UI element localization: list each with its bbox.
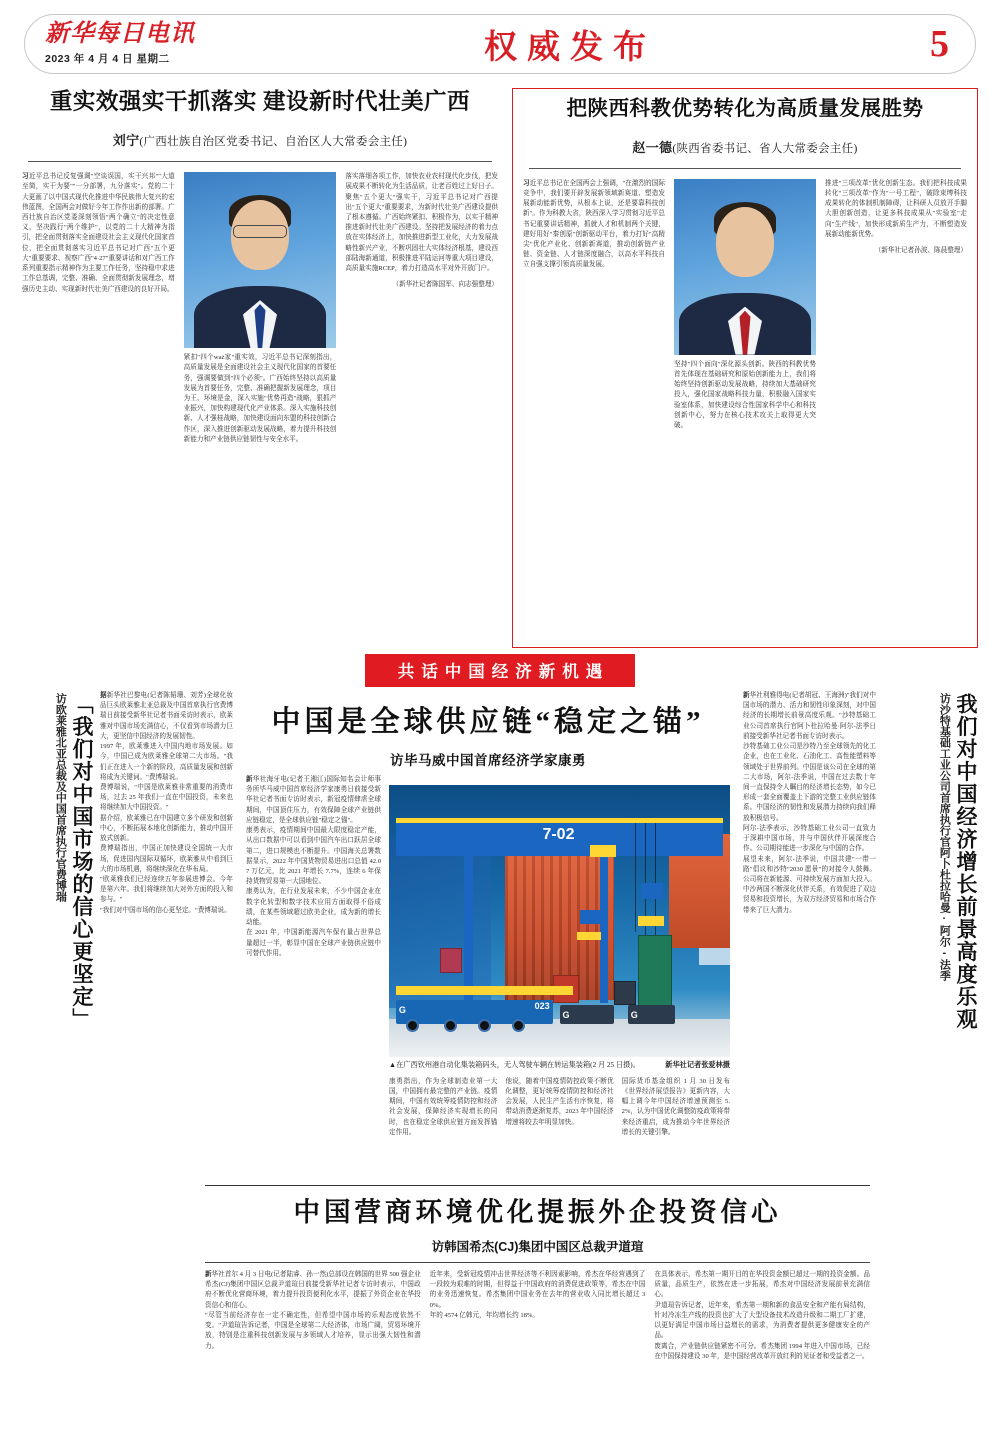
portrait-liu-ning <box>184 172 337 348</box>
article-loreal-body-left <box>94 687 239 1177</box>
middle-zone <box>22 687 978 1177</box>
photo-crane-leg <box>600 839 608 1002</box>
article-loreal-subtitle: 访欧莱雅北亚总裁及中国首席执行官费博瑞 <box>54 693 67 902</box>
newspaper-page <box>0 14 1000 1447</box>
column-3 <box>825 179 967 432</box>
article-loreal-title: 「我们对中国市场的信心更坚定」 <box>70 693 94 1031</box>
photo-block <box>389 785 730 1071</box>
article-sabic-title: 我们对中国经济增长前景高度乐观 <box>954 693 978 1031</box>
series-banner-wrap <box>0 654 1000 687</box>
article-guangxi-columns <box>22 172 498 445</box>
photo-agv-vehicle <box>396 1000 553 1024</box>
article-shaanxi-signature: （新华社记者孙波、陈晨整理） <box>874 246 967 254</box>
column-text: 阿尔-法季表示，沙特基础工业公司一直致力于深耕中国市场，并与中国伙伴开展深度合作。公司期待能进一步深化与中国的合作。 <box>743 824 876 853</box>
column-text: 落实落细各项工作，加快农业农村现代化步伐，把发展成果不断转化为生活品质，让老百姓过上好日子。聚焦"五个更大"强实干，习近平总书记对广西提出"五个更大"重要要求，为新时代壮美广西建设提供了根本遵循。广西始终紧扣、积极作为，以实干精神推进新时代壮美广西建设。坚持把发展经济的着力点放在实体经济上，加快推进新型工业化，大力发展战略性新兴产业，不断巩固壮大实体经济根基，建设西部陆海新通道，积极推进平陆运河等重大项目建设，高质量实施RCEP，着力打造高水平对外开放门户。 <box>345 173 499 273</box>
column-2 <box>674 179 816 432</box>
section-title: 权威发布 <box>484 29 656 66</box>
photo-and-text-column <box>389 775 730 1138</box>
column-text: 1997 年，欧莱雅进入中国内地市场发展。如今，中国已成为欧莱雅全球第二大市场。"我们正在进入一个新的阶段，高质量发展和创新将成为关键词。"费博瑞说。 <box>100 743 233 781</box>
photo-gantry-left <box>389 839 491 1008</box>
bottom-right-filler <box>878 1185 978 1362</box>
column-text: 他说，随着中国疫情防控政策不断优化调整，更好统筹疫情防控和经济社会发展，人民生产生活有序恢复，将带动消费逐渐复苏，2023 年中国经济增速将较去年明显加快。 <box>505 1077 614 1126</box>
column-1 <box>205 1270 421 1362</box>
photo-caption-text: ▲在广西钦州港自动化集装箱码头，无人驾驶车辆在转运集装箱(2 月 25 日摄)。 <box>389 1061 640 1069</box>
article-guangxi-title: 重实效强实干抓落实 建设新时代壮美广西 <box>49 89 471 114</box>
photo-wheel <box>478 1019 491 1032</box>
column-text: 康勇指出，作为全球制造业第一大国，中国拥有最完整的产业链。疫情期间，中国有效统筹疫情防控和经济社会发展，保障经济实现增长的同时，也在稳定全球供应链方面发挥锚定作用。 <box>389 1077 498 1136</box>
article-cj-columns <box>205 1270 870 1362</box>
photo-spreader <box>641 883 663 899</box>
column-2 <box>184 172 337 445</box>
article-cj-title: 中国营商环境优化提振外企投资信心 <box>293 1197 782 1227</box>
photo-ground <box>389 1019 730 1057</box>
photo-agv-vehicle <box>628 1005 676 1024</box>
column-text: 新华社海牙电(记者王湘江)国际知名会计师事务所毕马威中国首席经济学家康勇日前接受新华社记者书面专访时表示，新冠疫情肆虐全球期间，中国顶住压力，有效保障全球产业链供应链稳定，是全球供应链"稳定之锚"。 <box>246 776 381 824</box>
article-guangxi <box>22 88 512 648</box>
article-sabic-subtitle: 访沙特基础工业公司首席执行官阿卜杜拉哈曼·阿尔-法季 <box>938 693 951 981</box>
divider <box>205 1185 870 1186</box>
article-kpmg-subtitle: 访毕马威中国首席经济学家康勇 <box>390 753 586 768</box>
crane-label: 7-02 <box>542 825 575 843</box>
photo-spreader <box>638 916 664 926</box>
photo-spreader <box>580 910 600 924</box>
agv-logo: G <box>398 1004 406 1015</box>
vertical-headline-wrap <box>882 693 978 1123</box>
column-2 <box>430 1270 646 1362</box>
byline-name: 刘宁 <box>112 133 140 149</box>
portrait-head <box>716 207 774 277</box>
column-1 <box>22 172 175 445</box>
series-banner: 共话中国经济新机遇 <box>365 654 636 687</box>
column-text: 费博瑞说，"中国是欧莱雅非常重要的消费市场，过去 25 年我们一直在中国投资，未来也将继续加大中国投资。" <box>100 783 233 812</box>
agv-number: 023 <box>534 1000 550 1011</box>
column-3 <box>345 172 498 445</box>
article-cj-subtitle: 访韩国希杰(CJ)集团中国区总裁尹道瑄 <box>431 1240 644 1254</box>
column-text: 尹道瑄告诉记者，近年来，希杰第一期和新的食品安全和产能有局结构，针对冷冻生产线的投资也扩大了大型设备技术改造升级和二期工厂扩建，以更好满足中国市场日益增长的需求，为消费者提供更多健康安全的产品。 <box>654 1301 871 1340</box>
photo-qinzhou-port <box>389 785 730 1057</box>
column-text: 据介绍，欧莱雅已在中国建立多个研发和创新中心，不断拓展本地化创新能力，推动中国开放式创新。 <box>100 814 233 843</box>
column-3 <box>654 1270 870 1362</box>
photo-crane-leg <box>464 839 473 1008</box>
byline-role: (广西壮族自治区党委书记、自治区人大常委会主任) <box>139 136 408 149</box>
photo-container <box>440 948 462 972</box>
agv-logo: G <box>630 1010 638 1021</box>
top-articles-zone <box>22 88 978 648</box>
photo-agv-vehicle <box>560 1005 615 1024</box>
photo-wheel <box>406 1019 419 1032</box>
column-text: 坚持"四个面向"深化源头创新。陕西的科教优势首先体现在基础研究和原始创新能力上，我们将始终坚持创新驱动发展战略，持续加大基础研究投入，强化国家战略科技力量，积极融入国家实验室体系，加快建设综合性国家科学中心和科技创新中心，努力在核心技术攻关上取得更大突破。 <box>674 360 816 429</box>
agv-logo: G <box>562 1010 570 1021</box>
photo-wheel <box>512 1019 525 1032</box>
photo-spreader <box>590 845 616 857</box>
article-shaanxi <box>512 88 978 648</box>
column-text: 康勇表示，疫情期间中国最大限度稳定产能，从出口数据中可以看到中国汽车出口跃居全球第二，进口规模也不断提升。中国海关总署数据显示，2022 年中国货物贸易进出口总值 42.07 万亿元，比 2021 年增长 7.7%，连续 6 年保持货物贸易第一大国地位。 <box>246 827 381 886</box>
column-5 <box>389 1077 497 1138</box>
column-text: 推进"三项改革"优化创新生态。我们把科技成果转化"三项改革"作为"一号工程"，破除束缚科技成果转化的体制机制障碍，让科研人员放开手脚大胆创新创造，让更多科技成果从"实验室"走向"生产线"，加快形成新质生产力，不断塑造发展新动能新优势。 <box>825 179 967 238</box>
column-text: 年的 4574 亿韩元，年均增长约 18%。 <box>429 1311 540 1319</box>
article-shaanxi-byline <box>523 137 967 156</box>
bottom-zone <box>22 1185 978 1362</box>
column-text: "尽管当前经济存在一定不确定性，但希望中国市场的乐观态度依然不变。"尹道瑄告诉记者，中国是全球第二大经济体，市场广阔，贸易环境开放，特别是注重科技创新发展与多领域人才培养，显示出强大韧性和潜力。 <box>205 1311 421 1350</box>
column-1 <box>523 179 665 432</box>
publication-logo: 新华每日电讯 <box>45 21 195 48</box>
byline-role: (陕西省委书记、省人大常委会主任) <box>672 142 858 155</box>
photo-credit: 新华社记者张爱林摄 <box>665 1061 730 1069</box>
bottom-left-filler <box>22 1185 197 1362</box>
photo-spreader <box>577 932 601 940</box>
article-shaanxi-title: 把陕西科教优势转化为高质量发展胜势 <box>566 98 924 120</box>
article-sabic-headline <box>882 687 978 1177</box>
vertical-headline-wrap <box>22 693 94 1123</box>
byline-name: 赵一德 <box>632 139 673 155</box>
column-text: 国际货币基金组织 1 月 30 日发布《世界经济展望报告》更新内容，大幅上调今年中国经济增速预测至 5.2%，认为中国优化调整防疫政策将带来经济重启，成为推动今年世界经济增长的关键引擎。 <box>621 1077 730 1136</box>
photo-container <box>638 935 672 1011</box>
article-loreal-headline <box>22 687 94 1177</box>
article-sabic-body <box>737 687 882 1177</box>
column-text: 在 2021 年，中国新能源汽车保有量占世界总量超过一半，彰显中国在全球产业链供应链中可替代作用。 <box>246 929 381 957</box>
column-6 <box>505 1077 613 1138</box>
column-text: 习近平总书记在全国两会上强调，"在激烈的国际竞争中，我们要开辟发展新领域新赛道、塑造发展新动能新优势，从根本上说，还是要靠科技创新"。作为科教大省，陕西深入学习贯彻习近平总书记重要讲话精神，抓就人才和机制两个关键，建好用好"秦创原"创新驱动平台，着力打好"高精尖"优化产业化、创新新赛道，推动创新链产业链、资金链、人才链深度融合，以高水平科技自立自强支撑引领高质量发展。 <box>523 179 665 269</box>
column-text: 废离合，产业链供应链紧密不可分。希杰集团 1994 年进入中国市场，已经在中国保持建设 30 年，是中国经营改革开放红利的见证者和受益者之一。 <box>654 1342 871 1360</box>
glasses-icon <box>233 225 287 238</box>
column-1 <box>246 775 381 1138</box>
page-number: 5 <box>930 23 949 65</box>
photo-cable <box>635 823 636 932</box>
portrait-zhao-yide <box>674 179 816 355</box>
publication-date: 2023 年 4 月 4 日 星期二 <box>45 52 170 65</box>
column-text: "欧莱雅我们已经连续五年参展进博会。今年是第六年。我们将继续加大对外方面的投入和参与。" <box>100 875 233 904</box>
column-text: 紧扣"四个waż家"重实效，习近平总书记深刻指出，高质量发展是全面建设社会主义现代化国家的首要任务，强调要做到"四个必须"。广西始终坚持以高质量发展为首要任务，完整、准确把握新发展理念，项目为王、环境是金，深入实施"优势再造"战略，狠抓产业振兴，加快构建现代化产业体系。深入实施科技创新、人才强桂战略，加快建设面向东盟的科技创新合作区，深入推进创新驱动发展战略，着力提升科技创新能力和产业链供应链韧性与安全水平。 <box>183 354 337 443</box>
photo-deck-bar <box>396 986 573 995</box>
photo-container <box>614 981 636 1005</box>
article-guangxi-signature: （新华社记者陈国军、向志强整理） <box>392 281 499 289</box>
column-text: 沙特基础工业公司是沙特乃至全球领先的化工企业，也在工业化、石油化工、高性能塑料等领域处于世界前列。中国是该公司在全球的第二大市场，阿尔-法季说，中国在过去数十年间一直保持令人瞩目的经济增长态势，如今已形成一套全面覆盖上下游的完整工业供应链体系。中国经济的韧性和发展潜力持续向我们释放积极信号。 <box>743 743 876 822</box>
article-kpmg-columns <box>246 775 730 1138</box>
column-text: 据新华社巴黎电(记者陈韬珊、刘芳)全球化妆品巨头欧莱雅北亚总裁及中国首席执行官费博瑞日前接受新华社记者书面采访时表示，欧莱雅对中国市场充满信心，不仅看到市场潜力巨大，更坚信中国经济的发展韧性。 <box>100 692 233 740</box>
divider <box>28 161 492 162</box>
column-text: 新华社利雅得电(记者胡冠、王海洲)"我们对中国市场的潜力、活力和韧性印象深刻，对中国经济的长期增长前景高度乐观。"沙特基础工业公司首席执行官阿卜杜拉哈曼·阿尔-法季日前接受新华社记者书面专访时表示。 <box>743 692 876 740</box>
photo-wheel <box>444 1019 457 1032</box>
column-text: "我们对中国市场的信心更坚定。"费博瑞说。 <box>100 906 231 914</box>
article-guangxi-byline <box>22 130 498 149</box>
article-kpmg-title: 中国是全球供应链“稳定之锚” <box>271 706 705 738</box>
column-text: 在具体表示，希杰第一期开目的在华投资金额已超过一期的投资金额。品质量，品质生产，依然在进一步拓展，希杰对中国经济发展前景充满信心。 <box>654 1271 871 1299</box>
masthead-brand <box>25 22 275 65</box>
column-text: 费博瑞指出，中国正加快建设全国统一大市场，促进国内国际双循环，欧莱雅从中看到巨大的市场机遇，将继续深化在华布局。 <box>100 845 233 873</box>
photo-caption-row <box>389 1060 730 1071</box>
column-text: 习近平总书记反复强调"空谈误国，实干兴邦""大道至简，实干为要""一分部署，九分落实"。党的二十大更画了以中国式现代化推进中华民族伟大复兴的宏伟蓝图，全国两会对做好今年工作作出新的部署。广西壮族自治区党委深刻领悟"两个确立"的决定性意义，坚决践行"两个维护"，以党的二十大精神为指引，把全面贯彻落实全面建设社会主义现代化国家首位，把全面贯彻落实习近平总书记对广西"五个更大"重要要求、视察广西"4·27"重要讲话和对广西工作系列重要指示精神作为主要工作任务，坚持稳中求进工作总基调，完整、准确、全面贯彻新发展理念，增强历史主动、实现新时代壮美广西建设的良好开局。 <box>22 173 175 293</box>
column-text: 近年来，受新冠疫情冲击世界经济等不利因素影响，希杰在华经营遇到了一段较为艰难的时期，但得益于中国政府的消费促进政策等，希杰在中国的业务迅速恢复。希杰集团中国业务在去年的营业收入同比增长超过 30%。 <box>429 1271 646 1309</box>
article-shaanxi-columns <box>523 179 967 432</box>
divider <box>529 168 961 169</box>
column-7 <box>622 1077 730 1138</box>
column-text: 展望未来，阿尔-法季说，中国共建"一带一路"倡议和沙特"2030 愿景"的对接令人鼓舞。公司将在新能源、可持续发展方面加大投入。中沙两国不断深化伙伴关系，有效促进了双边贸易和投资增长，为双方经济贸易和市场合作带来了巨大潜力。 <box>743 855 876 914</box>
masthead <box>24 14 976 74</box>
divider <box>205 1262 870 1263</box>
column-text: 新华社首尔 4 月 3 日电(记者陆睿、孙一然)总部设在韩国的世界 500 强企业希杰(CJ)集团中国区总裁尹道瑄日前接受新华社记者专访时表示，中国政府不断优化营商环境，着力提升投资便利化水平，提振了外资企业在华投资信心和信心。 <box>205 1271 421 1309</box>
article-cj <box>197 1185 878 1362</box>
article-kpmg <box>239 687 737 1177</box>
column-text: 康勇认为，在行业发展未来，不少中国企业在数字化转型和数字技术应用方面取得不俗成绩，在某些领域超过欧美企业，成为新的增长动能。 <box>246 888 381 927</box>
below-photo-columns <box>389 1077 730 1138</box>
